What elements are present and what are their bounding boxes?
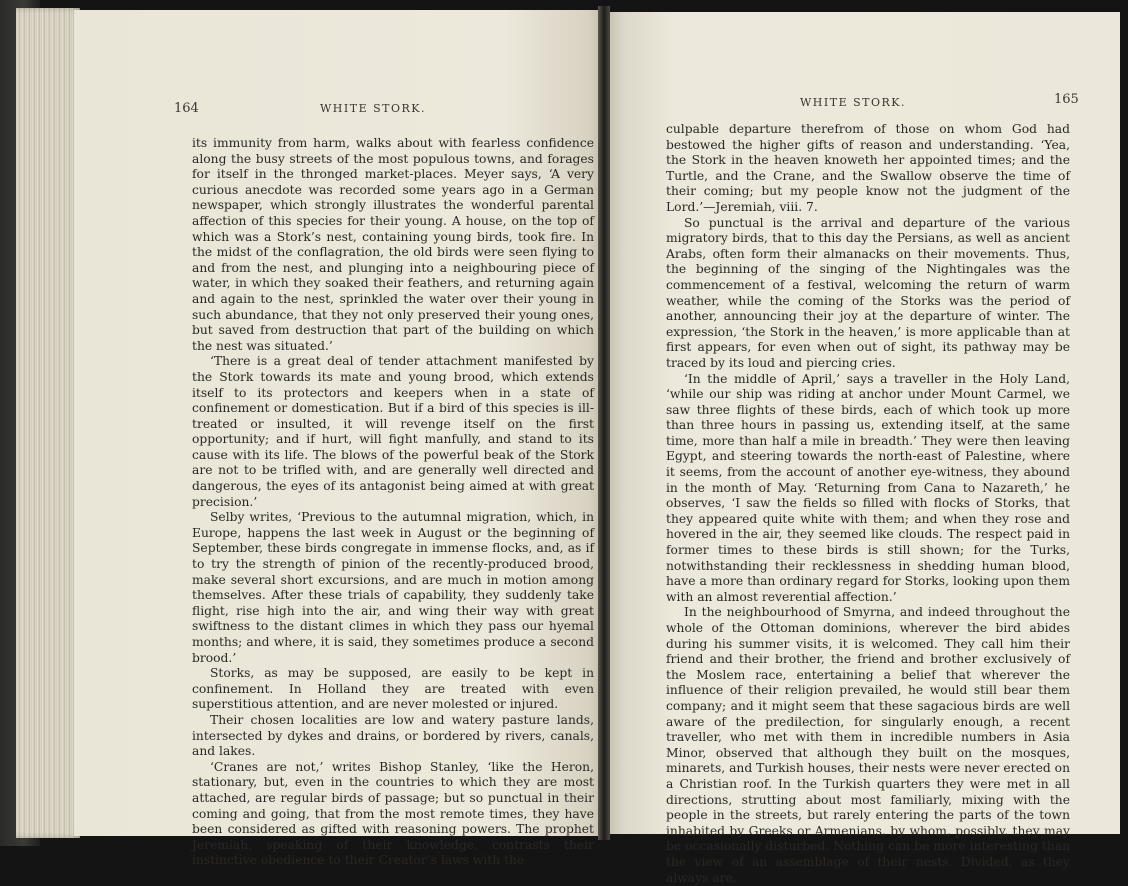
body-text [666, 122, 1070, 886]
paragraph: Their chosen localities are low and watery pasture lands, intersected by dykes and drains, or bordered by rivers, canals, and lakes. [192, 712, 594, 759]
paragraph: its immunity from harm, walks about with fearless confidence along the busy streets of the most populous towns, and forages for itself in the thronged market-places. Meyer says, ‘A very curious anecdote was recorded some years ago in a German newspaper, which strongly illustrates the wonderful parental affection of this species for their young. A house, on the top of which was a Stork’s nest, containing young birds, took fire. In the midst of the conflagration, the old birds were seen flying to and from the nest, and plunging into a neighbouring piece of water, in which they soaked their feathers, and returning again and again to the nest, sprinkled the water over their young in such abundance, that they not only preserved their young ones, but saved from destruction that part of the building on which the nest was situated.’ [192, 136, 594, 353]
paragraph: culpable departure therefrom of those on whom God had bestowed the higher gifts of reason and understanding. ‘Yea, the Stork in the heaven knoweth her appointed times; and the Turtle, and the Crane, and the Swallow observe the time of their coming; but my people know not the judgment of the Lord.’—Jeremiah, viii. 7. [666, 122, 1070, 214]
paragraph: Selby writes, ‘Previous to the autumnal migration, which, in Europe, happens the last week in August or the beginning of September, these birds congregate in immense flocks, and, as if to try the strength of pinion of the recently-produced brood, make several short excursions, and are much in motion among themselves. After these trials of capability, they suddenly take flight, rise high into the air, and wing their way with great swiftness to the distant climes in which they pass our hyemal months; and where, it is said, they sometimes produce a second brood.’ [192, 510, 594, 665]
right-page [602, 12, 1120, 885]
paragraph: ‘In the middle of April,’ says a traveller in the Holy Land, ‘while our ship was riding at anchor under Mount Carmel, we saw three flights of these birds, each of which took up more than three hours in passing us, extending itself, at the same time, more than half a mile in breadth.’ They were then leaving Egypt, and steering towards the north-east of Palestine, where it seems, from the account of another eye-witness, they abound in the month of May. ‘Returning from Cana to Nazareth,’ he observes, ‘I saw the fields so filled with flocks of Storks, that they appeared quite white with them; and when they rose and hovered in the air, they seemed like clouds. The respect paid in former times to these birds is still shown; for the Turks, notwithstanding their recklessness in shedding human blood, have a more than ordinary regard for Storks, looking upon them with an almost reverential affection.’ [666, 371, 1070, 604]
running-head: WHITE STORK. [800, 96, 906, 109]
book-gutter [598, 6, 610, 840]
paragraph: ‘Cranes are not,’ writes Bishop Stanley, ‘like the Heron, stationary, but, even in the countries to which they are most attached, are regular birds of passage; but so punctual in their coming and going, that from the most remote times, they have been considered as gifted with reasoning powers. The prophet Jeremiah, speaking of their knowledge, contrasts their instinctive obedience to their Creator’s laws with the [192, 759, 594, 868]
paragraph: ‘There is a great deal of tender attachment manifested by the Stork towards its mate and young brood, which extends itself to its protectors and keepers when in a state of confinement or domestication. But if a bird of this species is ill-treated or insulted, it will revenge itself on the first opportunity; and if hurt, will fight manfully, and stand to its cause with its life. The blows of the powerful beak of the Stork are not to be trifled with, and are generally well directed and dangerous, the eyes of its antagonist being aimed at with great precision.’ [192, 354, 594, 509]
page-number: 165 [1054, 92, 1079, 107]
body-text [192, 136, 594, 869]
running-head: WHITE STORK. [320, 102, 426, 115]
left-page [74, 10, 610, 868]
page-number: 164 [174, 101, 199, 116]
paragraph: In the neighbourhood of Smyrna, and indeed throughout the whole of the Ottoman dominions, wherever the bird abides during his summer visits, it is welcomed. They call him their friend and their brother, the friend and brother exclusively of the Moslem race, entertaining a belief that wherever the influence of their religion prevailed, he would still bear them company; and it might seem that these sagacious birds are well aware of the predilection, for singularly enough, a recent traveller, who met with them in incredible numbers in Asia Minor, observed that although they built on the mosques, minarets, and Turkish houses, their nests were never erected on a Christian roof. In the Turkish quarters they were met in all directions, strutting about most familiarly, mixing with the people in the streets, but rarely entering the parts of the town inhabited by Greeks or Armenians, by whom, possibly, they may be occasionally disturbed. Nothing can be more interesting than the view of an assemblage of their nests. Divided, as they always are, [666, 605, 1070, 885]
paragraph: Storks, as may be supposed, are easily to be kept in confinement. In Holland they are treated with even superstitious attention, and are never molested or injured. [192, 666, 594, 712]
page-edges [16, 8, 80, 838]
paragraph: So punctual is the arrival and departure of the various migratory birds, that to this day the Persians, as well as ancient Arabs, often form their almanacks on their movements. Thus, the beginning of the singing of the Nightingales was the commencement of a festival, welcoming the return of warm weather, while the coming of the Storks was the period of another, announcing their joy at the departure of winter. The expression, ‘the Stork in the heaven,’ is more applicable than at first appears, for even when out of sight, its pathway may be traced by its loud and piercing cries. [666, 215, 1070, 370]
